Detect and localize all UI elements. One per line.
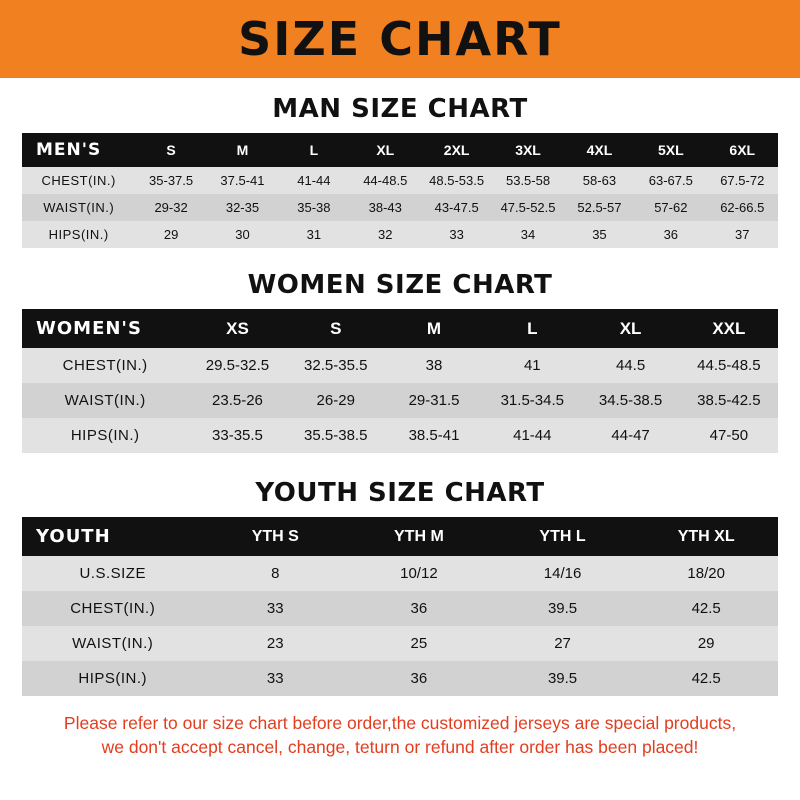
table-row bbox=[22, 194, 778, 221]
man-measure-value: 43-47.5 bbox=[421, 194, 492, 221]
man-table-head bbox=[22, 133, 778, 167]
man-measure-value: 57-62 bbox=[635, 194, 706, 221]
youth-measure-value: 25 bbox=[347, 626, 491, 661]
table-row bbox=[22, 626, 778, 661]
youth-column-header: YTH M bbox=[347, 517, 491, 556]
man-measure-value: 31 bbox=[278, 221, 349, 248]
table-row bbox=[22, 383, 778, 418]
women-row-header-label: WOMEN'S bbox=[22, 309, 188, 348]
man-measure-value: 48.5-53.5 bbox=[421, 167, 492, 194]
man-measure-label: WAIST(IN.) bbox=[22, 194, 135, 221]
youth-measure-value: 42.5 bbox=[634, 661, 778, 696]
man-measure-value: 37 bbox=[707, 221, 778, 248]
women-measure-value: 33-35.5 bbox=[188, 418, 286, 453]
women-measure-label: WAIST(IN.) bbox=[22, 383, 188, 418]
page-title: SIZE CHART bbox=[238, 12, 562, 66]
youth-measure-value: 36 bbox=[347, 661, 491, 696]
women-measure-value: 44.5-48.5 bbox=[680, 348, 778, 383]
man-section-title: MAN SIZE CHART bbox=[272, 94, 528, 124]
man-measure-value: 29-32 bbox=[135, 194, 206, 221]
man-measure-value: 38-43 bbox=[350, 194, 421, 221]
youth-measure-value: 33 bbox=[203, 661, 347, 696]
women-table-head bbox=[22, 309, 778, 348]
order-notice bbox=[22, 712, 778, 759]
youth-measure-value: 39.5 bbox=[491, 591, 635, 626]
women-measure-label: HIPS(IN.) bbox=[22, 418, 188, 453]
youth-table-head bbox=[22, 517, 778, 556]
youth-size-table bbox=[22, 517, 778, 696]
youth-column-header: YTH L bbox=[491, 517, 635, 556]
youth-measure-value: 23 bbox=[203, 626, 347, 661]
women-column-header: M bbox=[385, 309, 483, 348]
women-measure-value: 41 bbox=[483, 348, 581, 383]
women-measure-value: 47-50 bbox=[680, 418, 778, 453]
page-banner bbox=[26, 0, 774, 78]
man-measure-value: 30 bbox=[207, 221, 278, 248]
man-measure-value: 47.5-52.5 bbox=[492, 194, 563, 221]
youth-table-body bbox=[22, 556, 778, 696]
man-column-header: 2XL bbox=[421, 133, 492, 167]
man-measure-value: 35 bbox=[564, 221, 635, 248]
women-column-header: XS bbox=[188, 309, 286, 348]
women-measure-value: 35.5-38.5 bbox=[287, 418, 385, 453]
women-table-body bbox=[22, 348, 778, 453]
youth-measure-label: CHEST(IN.) bbox=[22, 591, 203, 626]
man-column-header: 5XL bbox=[635, 133, 706, 167]
table-row bbox=[22, 221, 778, 248]
youth-measure-label: WAIST(IN.) bbox=[22, 626, 203, 661]
man-column-header: XL bbox=[350, 133, 421, 167]
women-measure-value: 44-47 bbox=[581, 418, 679, 453]
women-size-table bbox=[22, 309, 778, 453]
table-row bbox=[22, 556, 778, 591]
youth-measure-value: 14/16 bbox=[491, 556, 635, 591]
women-measure-value: 38.5-42.5 bbox=[680, 383, 778, 418]
order-notice-line-1: Please refer to our size chart before order,the customized jerseys are special products, bbox=[63, 713, 737, 733]
women-measure-value: 38.5-41 bbox=[385, 418, 483, 453]
man-measure-value: 35-37.5 bbox=[135, 167, 206, 194]
youth-section-title: YOUTH SIZE CHART bbox=[255, 478, 545, 508]
youth-measure-value: 8 bbox=[203, 556, 347, 591]
women-measure-value: 41-44 bbox=[483, 418, 581, 453]
man-measure-value: 62-66.5 bbox=[707, 194, 778, 221]
youth-measure-value: 39.5 bbox=[491, 661, 635, 696]
man-column-header: 4XL bbox=[564, 133, 635, 167]
man-measure-value: 29 bbox=[135, 221, 206, 248]
women-section-title: WOMEN SIZE CHART bbox=[247, 270, 553, 300]
youth-measure-value: 33 bbox=[203, 591, 347, 626]
man-measure-value: 32-35 bbox=[207, 194, 278, 221]
man-column-header: L bbox=[278, 133, 349, 167]
youth-row-header-label: YOUTH bbox=[22, 517, 203, 556]
table-row bbox=[22, 591, 778, 626]
women-column-header: XXL bbox=[680, 309, 778, 348]
man-measure-value: 58-63 bbox=[564, 167, 635, 194]
man-table-body bbox=[22, 167, 778, 248]
man-measure-value: 35-38 bbox=[278, 194, 349, 221]
man-column-header: 3XL bbox=[492, 133, 563, 167]
man-row-header-label: MEN'S bbox=[22, 133, 135, 167]
women-column-header: S bbox=[287, 309, 385, 348]
man-column-header: M bbox=[207, 133, 278, 167]
women-measure-value: 44.5 bbox=[581, 348, 679, 383]
table-row bbox=[22, 418, 778, 453]
man-measure-value: 53.5-58 bbox=[492, 167, 563, 194]
man-column-header: 6XL bbox=[707, 133, 778, 167]
order-notice-line-2: we don't accept cancel, change, teturn or refund after order has been placed! bbox=[101, 736, 699, 757]
women-measure-value: 32.5-35.5 bbox=[287, 348, 385, 383]
women-measure-value: 38 bbox=[385, 348, 483, 383]
women-column-header: XL bbox=[581, 309, 679, 348]
banner-rail-left bbox=[0, 0, 26, 78]
youth-measure-value: 42.5 bbox=[634, 591, 778, 626]
man-measure-value: 32 bbox=[350, 221, 421, 248]
women-measure-value: 29-31.5 bbox=[385, 383, 483, 418]
man-size-table bbox=[22, 133, 778, 248]
youth-column-header: YTH S bbox=[203, 517, 347, 556]
man-measure-value: 36 bbox=[635, 221, 706, 248]
man-measure-value: 67.5-72 bbox=[707, 167, 778, 194]
women-measure-value: 31.5-34.5 bbox=[483, 383, 581, 418]
youth-measure-value: 36 bbox=[347, 591, 491, 626]
youth-measure-label: HIPS(IN.) bbox=[22, 661, 203, 696]
banner-rail-right bbox=[774, 0, 800, 78]
women-column-header: L bbox=[483, 309, 581, 348]
man-measure-label: HIPS(IN.) bbox=[22, 221, 135, 248]
women-measure-value: 26-29 bbox=[287, 383, 385, 418]
man-column-header: S bbox=[135, 133, 206, 167]
man-measure-value: 34 bbox=[492, 221, 563, 248]
table-header-row bbox=[22, 517, 778, 556]
women-measure-label: CHEST(IN.) bbox=[22, 348, 188, 383]
man-measure-value: 41-44 bbox=[278, 167, 349, 194]
youth-column-header: YTH XL bbox=[634, 517, 778, 556]
man-measure-value: 63-67.5 bbox=[635, 167, 706, 194]
youth-measure-value: 29 bbox=[634, 626, 778, 661]
women-measure-value: 34.5-38.5 bbox=[581, 383, 679, 418]
table-row bbox=[22, 661, 778, 696]
table-row bbox=[22, 167, 778, 194]
youth-measure-value: 27 bbox=[491, 626, 635, 661]
man-measure-label: CHEST(IN.) bbox=[22, 167, 135, 194]
chart-content bbox=[0, 78, 800, 800]
man-measure-value: 44-48.5 bbox=[350, 167, 421, 194]
youth-measure-label: U.S.SIZE bbox=[22, 556, 203, 591]
table-header-row bbox=[22, 133, 778, 167]
table-row bbox=[22, 348, 778, 383]
man-measure-value: 33 bbox=[421, 221, 492, 248]
women-measure-value: 29.5-32.5 bbox=[188, 348, 286, 383]
table-header-row bbox=[22, 309, 778, 348]
man-measure-value: 52.5-57 bbox=[564, 194, 635, 221]
youth-measure-value: 10/12 bbox=[347, 556, 491, 591]
women-measure-value: 23.5-26 bbox=[188, 383, 286, 418]
man-measure-value: 37.5-41 bbox=[207, 167, 278, 194]
youth-measure-value: 18/20 bbox=[634, 556, 778, 591]
